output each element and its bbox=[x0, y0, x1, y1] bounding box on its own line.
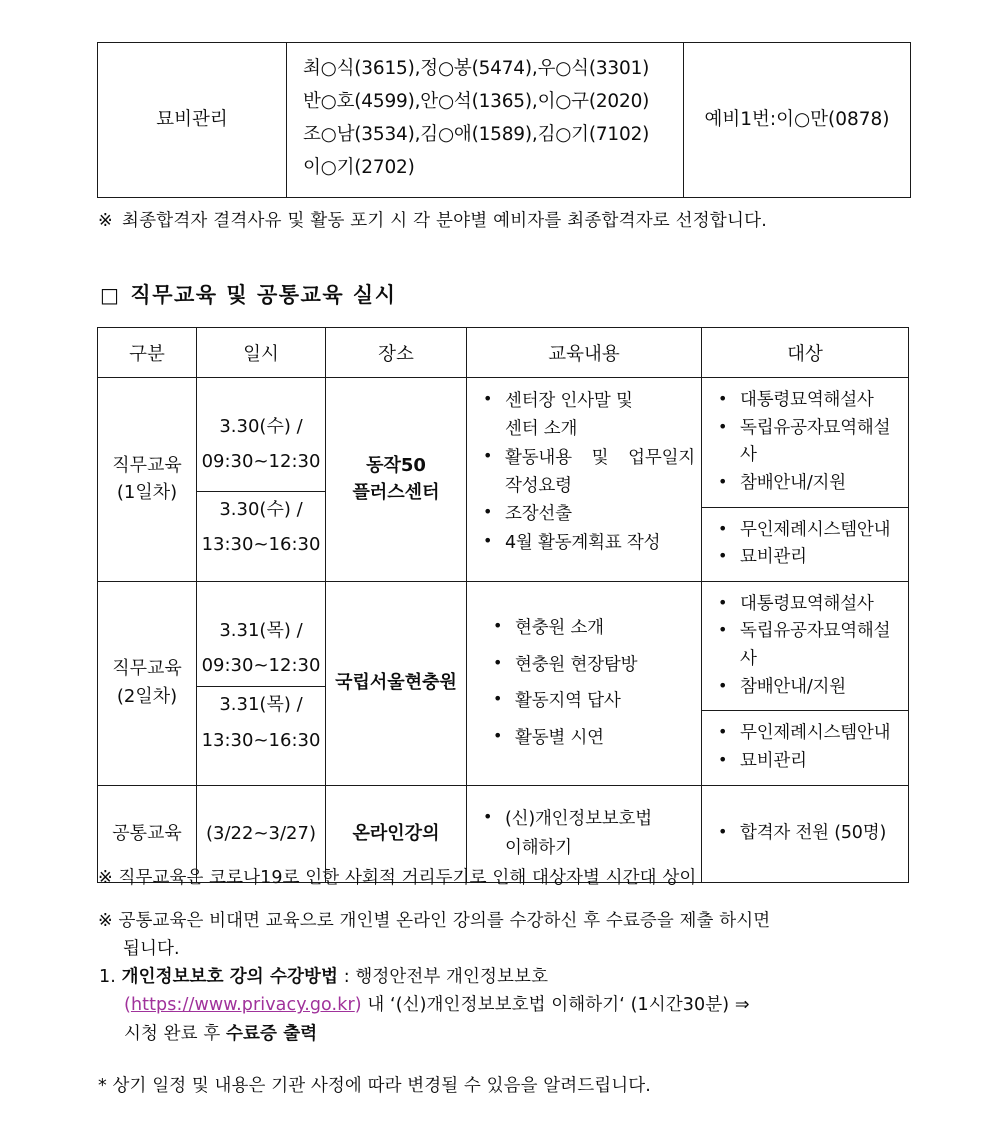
name-line: 최○식(3615),정○봉(5474),우○식(3301) bbox=[303, 58, 650, 79]
content-line: • 활동내용 및 업무일지 bbox=[505, 447, 695, 468]
column-header-place: 장소 bbox=[326, 328, 467, 378]
target-list bbox=[702, 582, 908, 711]
target-group-cell bbox=[702, 507, 908, 581]
list-item bbox=[481, 500, 695, 528]
footnote-text: 공통교육은 비대면 교육으로 개인별 온라인 강의를 수강하신 후 수료증을 제출 하시면 bbox=[118, 911, 771, 931]
note-mark-icon: ※ bbox=[98, 211, 113, 231]
target-subtable bbox=[702, 378, 908, 581]
target-list bbox=[702, 508, 908, 581]
datetime-slot-cell bbox=[197, 397, 325, 491]
contents-list bbox=[467, 601, 701, 766]
training-schedule-table bbox=[97, 327, 909, 883]
datetime-cell bbox=[197, 378, 326, 582]
note-mark-icon: ※ bbox=[98, 911, 113, 931]
content-line: 이해하기 bbox=[505, 837, 572, 858]
footnote-line bbox=[98, 907, 770, 935]
list-item: • 활동별 시연 bbox=[491, 720, 695, 757]
target-subtable bbox=[702, 582, 908, 785]
list-item: • 현충원 현장탐방 bbox=[491, 647, 695, 684]
list-item: • 독립유공자묘역해설사 bbox=[716, 415, 902, 470]
datetime-time: 09:30~12:30 bbox=[201, 450, 321, 472]
division-cell: 공통교육 bbox=[98, 785, 197, 882]
place-line: 플러스센터 bbox=[352, 482, 440, 504]
datetime-date: 3.31(목) / bbox=[219, 619, 303, 641]
place-cell bbox=[326, 581, 467, 785]
datetime-date: 3.30(수) / bbox=[219, 415, 303, 437]
list-item: • 참배안내/지원 bbox=[716, 470, 902, 498]
content-line: • (신)개인정보보호법 bbox=[505, 809, 652, 830]
datetime-slot-cell bbox=[197, 687, 325, 758]
list-item: • 무인제례시스템안내 bbox=[716, 720, 902, 748]
datetime-date: 3.31(목) / bbox=[219, 694, 303, 716]
column-header-target: 대상 bbox=[702, 328, 909, 378]
note-text: 최종합격자 결격사유 및 활동 포기 시 각 분야별 예비자를 최종합격자로 선정합니다. bbox=[122, 211, 767, 231]
note-final-selection bbox=[98, 208, 767, 235]
asterisk-icon: * bbox=[98, 1076, 107, 1096]
list-item: • 묘비관리 bbox=[716, 748, 902, 776]
place-cell: 온라인강의 bbox=[326, 785, 467, 882]
table-row bbox=[98, 43, 911, 198]
target-cell bbox=[702, 378, 909, 582]
footnote-bold-text: 수료증 출력 bbox=[226, 1023, 318, 1044]
division-line: (2일차) bbox=[116, 686, 178, 708]
list-item bbox=[481, 529, 695, 557]
content-line: • 센터장 인사말 및 bbox=[505, 391, 633, 411]
square-bullet-icon: □ bbox=[100, 283, 121, 307]
target-list bbox=[702, 711, 908, 784]
datetime-time: 09:30~12:30 bbox=[201, 654, 321, 676]
footnote-line bbox=[98, 1072, 651, 1100]
division-line: 직무교육 bbox=[112, 658, 182, 680]
footnote-common-training bbox=[98, 907, 770, 964]
list-item: • 활동지역 답사 bbox=[491, 683, 695, 720]
datetime-slot-cell bbox=[197, 609, 325, 687]
list-item: • 묘비관리 bbox=[716, 544, 902, 572]
footnote-text: 직무교육은 코로나19로 인한 사회적 거리두기로 인해 대상자별 시간대 상이 bbox=[118, 868, 697, 888]
footnote-line bbox=[98, 864, 696, 892]
footnote-line bbox=[99, 1020, 750, 1048]
list-item: • 대통령묘역해설사 bbox=[716, 387, 902, 415]
division-line: 직무교육 bbox=[112, 454, 182, 476]
footnote-disclaimer bbox=[98, 1072, 651, 1100]
section-heading-title: 직무교육 및 공통교육 실시 bbox=[130, 283, 397, 307]
target-group bbox=[702, 582, 908, 711]
names-cell bbox=[287, 43, 684, 198]
column-header-contents: 교육내용 bbox=[467, 328, 702, 378]
target-group bbox=[702, 507, 908, 581]
datetime-cell: (3/22~3/27) bbox=[197, 785, 326, 882]
contents-cell bbox=[467, 378, 702, 582]
target-list bbox=[702, 811, 908, 857]
footnote-text: 내 ‘(신)개인정보보호법 이해하기‘ (1시간30분) ⇒ bbox=[361, 995, 750, 1016]
note-mark-icon: ※ bbox=[98, 868, 113, 888]
contents-cell bbox=[467, 581, 702, 785]
datetime-time: 13:30~16:30 bbox=[201, 533, 321, 555]
contents-list bbox=[467, 796, 701, 871]
datetime-slot bbox=[197, 687, 325, 758]
datetime-slot-cell bbox=[197, 491, 325, 562]
datetime-slot bbox=[197, 609, 325, 687]
place-line: 동작50 bbox=[366, 454, 426, 476]
footnote-job-training bbox=[98, 864, 696, 892]
datetime-date: 3.30(수) / bbox=[219, 498, 303, 520]
list-item: • 현충원 소개 bbox=[491, 610, 695, 647]
reserve-cell: 예비1번:이○만(0878) bbox=[684, 43, 911, 198]
target-group bbox=[702, 378, 908, 507]
list-item: • 합격자 전원 (50명) bbox=[716, 820, 902, 848]
target-cell bbox=[702, 581, 909, 785]
content-line: 작성요령 bbox=[505, 476, 572, 497]
target-list bbox=[702, 378, 908, 507]
list-item: • 대통령묘역해설사 bbox=[716, 591, 902, 619]
target-group-cell bbox=[702, 711, 908, 785]
place-cell bbox=[326, 378, 467, 582]
footnote-text: : 행정안전부 개인정보보호 bbox=[338, 967, 549, 987]
content-line: 센터 소개 bbox=[505, 419, 578, 440]
datetime-subtable bbox=[197, 397, 325, 562]
section-heading bbox=[100, 279, 397, 309]
privacy-portal-link[interactable]: https://www.privacy.go.kr bbox=[130, 995, 355, 1016]
footnote-bold-text: 개인정보보호 강의 수강방법 bbox=[121, 967, 339, 987]
footnote-text: 시청 완료 후 bbox=[124, 1023, 227, 1044]
table-row bbox=[98, 581, 909, 785]
target-cell bbox=[702, 785, 909, 882]
link-close-paren: ) bbox=[354, 995, 362, 1016]
datetime-slot bbox=[197, 491, 325, 562]
division-cell bbox=[98, 581, 197, 785]
successful-applicants-table bbox=[97, 42, 911, 198]
target-group bbox=[702, 711, 908, 785]
contents-list bbox=[467, 378, 701, 566]
list-item bbox=[481, 444, 695, 501]
datetime-slot bbox=[197, 397, 325, 491]
list-item: • 무인제례시스템안내 bbox=[716, 517, 902, 545]
footnote-line bbox=[99, 963, 750, 991]
list-item bbox=[481, 387, 695, 444]
content-line: • 4월 활동계획표 작성 bbox=[505, 532, 661, 553]
place-line: 국립서울현충원 bbox=[335, 672, 457, 694]
column-header-division: 구분 bbox=[98, 328, 197, 378]
table-row bbox=[98, 378, 909, 582]
footnote-line: 됩니다. bbox=[123, 939, 180, 960]
name-line: 조○남(3534),김○애(1589),김○기(7102) bbox=[303, 123, 650, 145]
footnote-line bbox=[99, 991, 750, 1019]
list-item bbox=[481, 805, 695, 862]
link-open-paren: ( bbox=[124, 995, 131, 1016]
name-line: 이○기(2702) bbox=[303, 156, 415, 178]
division-cell bbox=[98, 378, 197, 582]
datetime-subtable bbox=[197, 609, 325, 758]
list-item: • 참배안내/지원 bbox=[716, 674, 902, 702]
list-number: 1. bbox=[99, 967, 116, 987]
footnote-numbered-privacy bbox=[99, 963, 750, 1048]
division-line: (1일차) bbox=[116, 482, 178, 504]
content-line: • 조장선출 bbox=[505, 504, 572, 525]
role-label-cell: 묘비관리 bbox=[98, 43, 287, 198]
column-header-datetime: 일시 bbox=[197, 328, 326, 378]
table-header-row bbox=[98, 328, 909, 378]
target-group-cell bbox=[702, 378, 908, 507]
list-item: • 독립유공자묘역해설사 bbox=[716, 618, 902, 673]
datetime-time: 13:30~16:30 bbox=[201, 729, 321, 751]
footnote-text: 상기 일정 및 내용은 기관 사정에 따라 변경될 수 있음을 알려드립니다. bbox=[112, 1076, 651, 1096]
target-group-cell bbox=[702, 582, 908, 711]
name-line: 반○호(4599),안○석(1365),이○구(2020) bbox=[303, 90, 650, 112]
datetime-cell bbox=[197, 581, 326, 785]
